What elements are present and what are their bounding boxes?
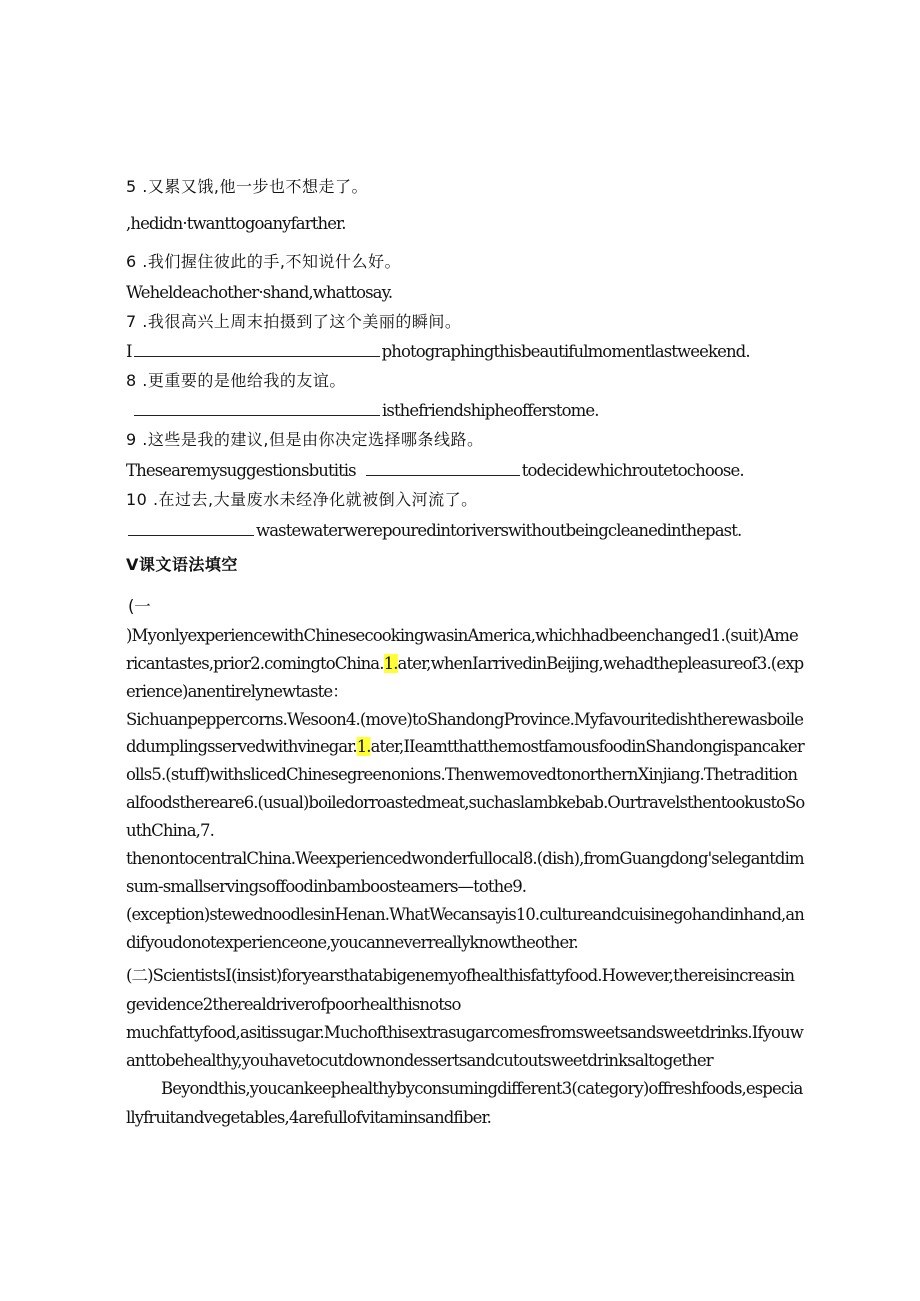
passage-2-line: llyfruitandvegetables,4arefullofvitaminsandfiber. xyxy=(126,1108,491,1127)
item-english-text: ,hedidn·twanttogoanyfarther. xyxy=(126,214,346,233)
item-8-answer xyxy=(132,399,599,422)
passage-1-line: thenontocentralChina.Weexperiencedwonderfullocal8.(dish),fromGuangdong'selegantdim xyxy=(126,849,804,868)
passage-1-label: (一 xyxy=(128,597,151,616)
item-9-prompt xyxy=(126,429,483,451)
passage-1-line: (exception)stewednoodlesinHenan.WhatWecansayis10.cultureandcuisinegohandinhand,an xyxy=(126,905,804,924)
item-6-answer xyxy=(126,282,392,304)
item-english-text: photographingthisbeautifulmomentlastweekend. xyxy=(381,342,750,361)
item-5-answer xyxy=(126,213,346,235)
passage-1-line xyxy=(126,653,803,675)
passage-2-line: Beyondthis,youcankeephealthybyconsumingdifferent3(category)offreshfoods,especia xyxy=(161,1079,803,1098)
item-8-prompt xyxy=(126,370,346,392)
passage-2-line: gevidence2therealdriverofpoorhealthisnotso xyxy=(126,995,461,1014)
passage-1-line: erience)anentirelynewtaste： xyxy=(126,682,348,701)
item-chinese-text: .这些是我的建议,但是由你决定选择哪条线路。 xyxy=(142,430,484,449)
passage-1-line: alfoodsthereare6.(usual)boiledorroastedmeat,suchaslambkebab.OurtravelsthentookustoSo xyxy=(126,793,805,812)
passage-text: ddumplingsservedwithvinegar. xyxy=(126,737,357,756)
item-english-text: Thesearemysuggestionsbutitis xyxy=(126,461,356,480)
item-chinese-text: .又累又饿,他一步也不想走了。 xyxy=(142,177,368,196)
item-number: 10 xyxy=(126,490,148,509)
answer-blank[interactable] xyxy=(134,399,380,416)
highlighted-text: 1. xyxy=(383,654,398,673)
passage-2-line: (二)ScientistsI(insist)foryearsthatabigenemyofhealthisfattyfood.However,thereisincreasin xyxy=(126,966,795,985)
item-chinese-text: .在过去,大量废水未经净化就被倒入河流了。 xyxy=(152,490,478,509)
item-10-answer xyxy=(126,519,741,542)
item-chinese-text: .我们握住彼此的手,不知说什么好。 xyxy=(142,252,401,271)
item-number: 5 xyxy=(126,177,137,196)
passage-1-line: uthChina,7. xyxy=(126,821,214,840)
item-english-text: wastewaterwerepouredintoriverswithoutbeingcleanedinthepast. xyxy=(256,521,742,540)
item-7-answer xyxy=(126,340,750,363)
item-10-prompt xyxy=(126,489,478,511)
passage-1-line: )MyonlyexperiencewithChinesecookingwasinAmerica,whichhadbeenchanged1.(suit)Ame xyxy=(126,626,798,645)
passage-2-line: muchfattyfood,asitissugar.Muchofthisextrasugarcomesfromsweetsandsweetdrinks.Ifyouw xyxy=(126,1023,803,1042)
passage-2-line: anttobehealthy,youhavetocutdownondessertsandcutoutsweetdrinksaltogether xyxy=(126,1051,713,1070)
item-english-text: todecidewhichroutetochoose. xyxy=(521,461,744,480)
passage-text: ricantastes,prior2.comingtoChina. xyxy=(126,654,384,673)
item-5-prompt xyxy=(126,176,368,198)
passage-1-line: difyoudonotexperienceone,youcanneverreallyknowtheother. xyxy=(126,933,578,952)
item-6-prompt xyxy=(126,251,401,273)
item-9-answer xyxy=(126,459,744,482)
answer-blank[interactable] xyxy=(134,340,380,357)
item-number: 8 xyxy=(126,371,137,390)
item-chinese-text: .我很高兴上周末拍摄到了这个美丽的瞬间。 xyxy=(142,312,462,331)
item-7-prompt xyxy=(126,311,461,333)
passage-1-line: olls5.(stuff)withslicedChinesegreenonions.ThenwemovedtonorthernXinjiang.Thetradition xyxy=(126,765,798,784)
passage-1-line xyxy=(126,736,804,758)
passage-1-line: sum-smallservingsoffoodinbamboosteamers—tothe9. xyxy=(126,877,527,896)
answer-blank[interactable] xyxy=(128,519,254,536)
item-english-text: I xyxy=(126,342,132,361)
highlighted-text: 1. xyxy=(356,737,371,756)
item-number: 6 xyxy=(126,252,137,271)
item-number: 9 xyxy=(126,430,137,449)
section-heading: V课文语法填空 xyxy=(126,555,238,574)
answer-blank[interactable] xyxy=(366,459,520,476)
item-number: 7 xyxy=(126,312,137,331)
passage-text: ater,whenIarrivedinBeijing,wehadthepleasureof3.(exp xyxy=(397,654,804,673)
item-english-text: Weheldeachother·shand,whattosay. xyxy=(126,283,393,302)
item-chinese-text: .更重要的是他给我的友谊。 xyxy=(142,371,346,390)
passage-1-line: Sichuanpeppercorns.Wesoon4.(move)toShandongProvince.Myfavouritedishtherewasboile xyxy=(126,710,804,729)
passage-text: ater,IIeamtthatthemostfamousfoodinShandongispancaker xyxy=(370,737,804,756)
item-english-text: isthefriendshipheofferstome. xyxy=(382,401,599,420)
